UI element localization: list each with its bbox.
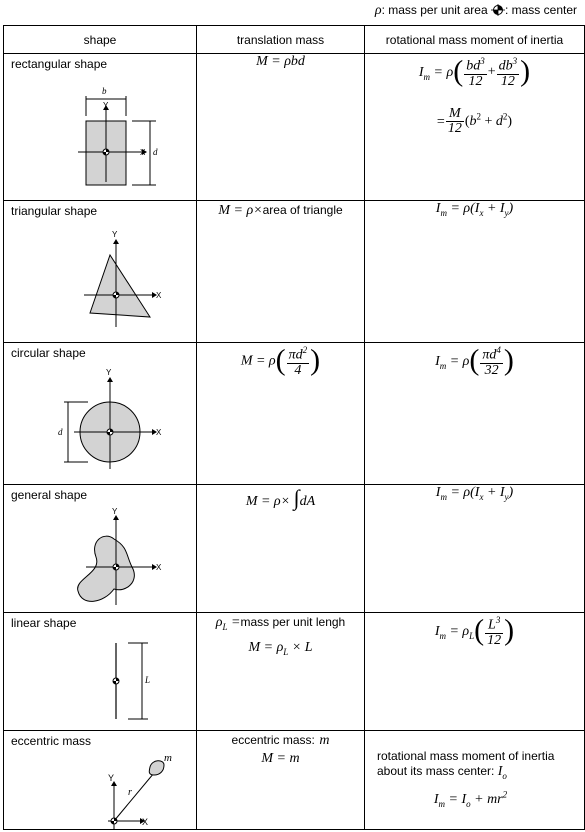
translation-formula: M = ρbd (256, 54, 305, 69)
x-axis-label: X (156, 291, 162, 300)
table-row (4, 201, 585, 343)
translation-formula: M = m (261, 751, 300, 766)
io-symbol: $I_o$ (497, 764, 507, 781)
x-axis-label: X (156, 563, 162, 572)
rotation-formula: $I_m = \rho(I_x + I_y)$ (435, 201, 514, 218)
rotation-cell (365, 485, 585, 613)
x-axis-label: X (142, 817, 149, 827)
m-label: m (164, 752, 172, 764)
rotation-formula: $I_m = \rho_L$( $\frac{L^3}{12}$ ) (434, 613, 515, 648)
rotation-cell (365, 731, 585, 830)
y-axis-label: Y (112, 230, 118, 239)
shape-cell (4, 731, 197, 830)
y-axis-label: Y (108, 773, 115, 783)
translation-cell (197, 485, 365, 613)
eccentric-mass-text: eccentric mass: (231, 733, 315, 747)
translation-cell (197, 731, 365, 830)
rho-symbol: ρ (374, 3, 382, 18)
rho-legend-text: : mass per unit area (381, 3, 488, 17)
r-label: r (128, 787, 132, 798)
y-axis-label: Y (103, 101, 109, 110)
rotation-formula: $I_m = I_o + mr^2$ (433, 789, 508, 810)
rotation-formula: $I_m = \rho$( $\frac{\pi d^4}{32}$ ) (435, 343, 514, 378)
mass-table (3, 25, 585, 830)
table-row (4, 343, 585, 485)
x-axis-label: X (140, 148, 146, 157)
table-row (4, 485, 585, 613)
translation-cell (197, 201, 365, 343)
rectangle-diagram (4, 54, 196, 201)
translation-cell (197, 54, 365, 201)
translation-cell (197, 613, 365, 731)
shape-cell (4, 54, 197, 201)
shape-cell (4, 613, 197, 731)
shape-name: linear shape (11, 616, 77, 630)
rotation-cell (365, 54, 585, 201)
translation-cell (197, 343, 365, 485)
shape-name: general shape (11, 488, 88, 502)
shape-name: eccentric mass (11, 734, 92, 748)
general-shape-diagram (4, 485, 196, 613)
linear-density-symbol: $\rho_L$ = (215, 615, 241, 632)
eccentric-mass-diagram (4, 731, 196, 830)
rotation-formula: $I_m = \rho$( $\frac{bd^3}{12}$ + $\frac{db^3}{12}$ ) = $\frac{M}{12}$ $(b^2 + d^2)$ (418, 54, 531, 136)
rotation-cell (365, 201, 585, 343)
b-label: b (102, 86, 107, 96)
table-row (4, 731, 585, 830)
translation-text: area of triangle (262, 203, 343, 217)
header-translation: translation mass (197, 26, 365, 54)
translation-formula: M = ρ( $\frac{\pi d^2}{4}$ ) (240, 343, 321, 378)
header-shape: shape (4, 26, 197, 54)
linear-shape-diagram (4, 613, 196, 731)
y-axis-label: Y (112, 507, 118, 516)
circle-diagram (4, 343, 196, 485)
shape-cell (4, 485, 197, 613)
d-label: d (153, 147, 158, 157)
legend (375, 2, 577, 18)
center-legend-text: : mass center (504, 3, 577, 17)
shape-name: rectangular shape (11, 57, 108, 71)
shape-cell (4, 201, 197, 343)
rotation-cell (365, 613, 585, 731)
table-row (4, 613, 585, 731)
triangle-diagram (4, 201, 196, 343)
rotation-formula: $I_m = \rho(I_x + I_y)$ (435, 485, 514, 502)
d-label: d (58, 427, 63, 437)
y-axis-label: Y (106, 368, 112, 377)
rotation-description: rotational mass moment of inertia about its mass center: (377, 749, 555, 778)
translation-lhs: M = ρ× (218, 203, 263, 218)
x-axis-label: X (156, 428, 162, 437)
l-label: L (145, 675, 151, 685)
mass-center-icon (491, 4, 505, 16)
eccentric-mass-symbol: m (319, 733, 330, 748)
shape-name: triangular shape (11, 204, 98, 218)
translation-formula: $M = \rho_L \times L$ (248, 639, 313, 657)
header-row (4, 26, 585, 54)
header-rotation: rotational mass moment of inertia (365, 26, 585, 54)
translation-formula: M = ρ× ∫dA (245, 485, 316, 510)
rotation-cell (365, 343, 585, 485)
table-row (4, 54, 585, 201)
shape-cell (4, 343, 197, 485)
shape-name: circular shape (11, 346, 86, 360)
linear-density-text: mass per unit lengh (240, 615, 346, 629)
